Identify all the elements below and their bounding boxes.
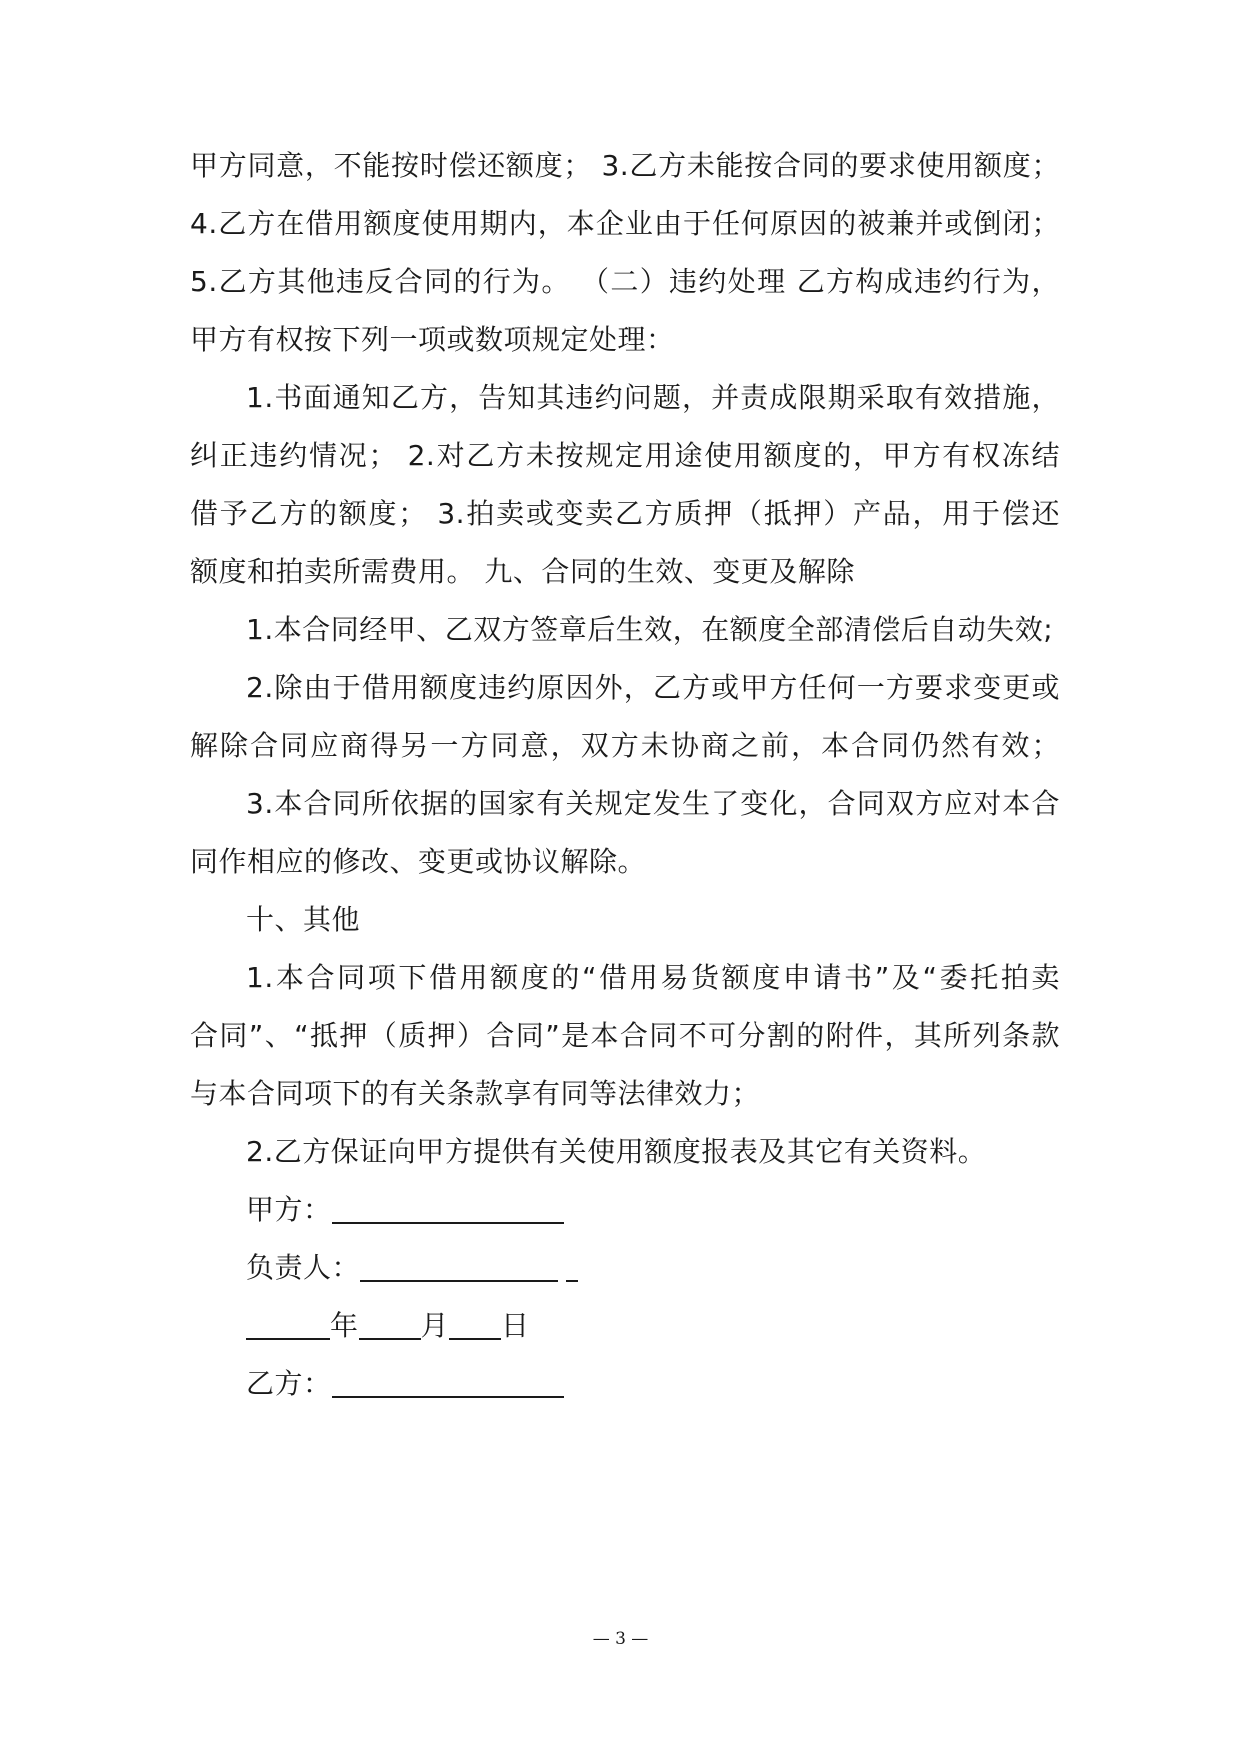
text-line-8: 额度和拍卖所需费用。 九、合同的生效、变更及解除 [190,555,855,588]
party-b-label: 乙方： [246,1367,332,1400]
text-line-13: 同作相应的修改、变更或协议解除。 [190,845,647,878]
text-line-3: 5.乙方其他违反合同的行为。 （二）违约处理 乙方构成违约行为， [190,265,1060,298]
party-b-blank-line [332,1366,564,1398]
text-line-9: 1.本合同经甲、乙双方签章后生效，在额度全部清偿后自动失效; [246,613,1054,646]
year-label: 年 [330,1309,359,1342]
date-line [246,1306,1060,1346]
responsible-blank-tail [566,1250,578,1282]
section-heading-other: 十、其他 [246,903,361,936]
party-a-signature [246,1190,1060,1230]
party-b-signature [246,1364,1060,1404]
party-a-label: 甲方： [246,1193,332,1226]
text-line-4: 甲方有权按下列一项或数项规定处理： [190,323,675,356]
text-line-11: 解除合同应商得另一方同意，双方未协商之前，本合同仍然有效； [190,729,1060,762]
year-blank-line [246,1308,330,1340]
day-label: 日 [501,1309,530,1342]
text-line-2: 4.乙方在借用额度使用期内，本企业由于任何原因的被兼并或倒闭； [190,207,1060,240]
text-line-1: 甲方同意，不能按时偿还额度； 3.乙方未能按合同的要求使用额度； [190,149,1060,182]
text-line-5: 1.书面通知乙方，告知其违约问题，并责成限期采取有效措施， [246,381,1060,414]
responsible-label: 负责人： [246,1251,361,1284]
responsible-person-signature [246,1248,1060,1288]
text-line-18: 2.乙方保证向甲方提供有关使用额度报表及其它有关资料。 [246,1135,987,1168]
month-blank-line [359,1308,421,1340]
day-blank-line [449,1308,501,1340]
month-label: 月 [420,1309,450,1342]
text-line-6: 纠正违约情况； 2.对乙方未按规定用途使用额度的，甲方有权冻结 [190,439,1060,472]
text-line-12: 3.本合同所依据的国家有关规定发生了变化，合同双方应对本合 [246,787,1060,820]
text-line-15: 1.本合同项下借用额度的“借用易货额度申请书”及“委托拍卖 [246,961,1060,994]
page-number: — 3 — [592,1629,649,1649]
text-line-10: 2.除由于借用额度违约原因外，乙方或甲方任何一方要求变更或 [246,671,1060,704]
text-line-16: 合同”、“抵押（质押）合同”是本合同不可分割的附件，其所列条款 [190,1019,1060,1052]
text-line-17: 与本合同项下的有关条款享有同等法律效力； [190,1077,761,1110]
responsible-blank-line [360,1250,558,1282]
text-line-7: 借予乙方的额度； 3.拍卖或变卖乙方质押（抵押）产品，用于偿还 [190,497,1060,530]
party-a-blank-line [332,1192,564,1224]
